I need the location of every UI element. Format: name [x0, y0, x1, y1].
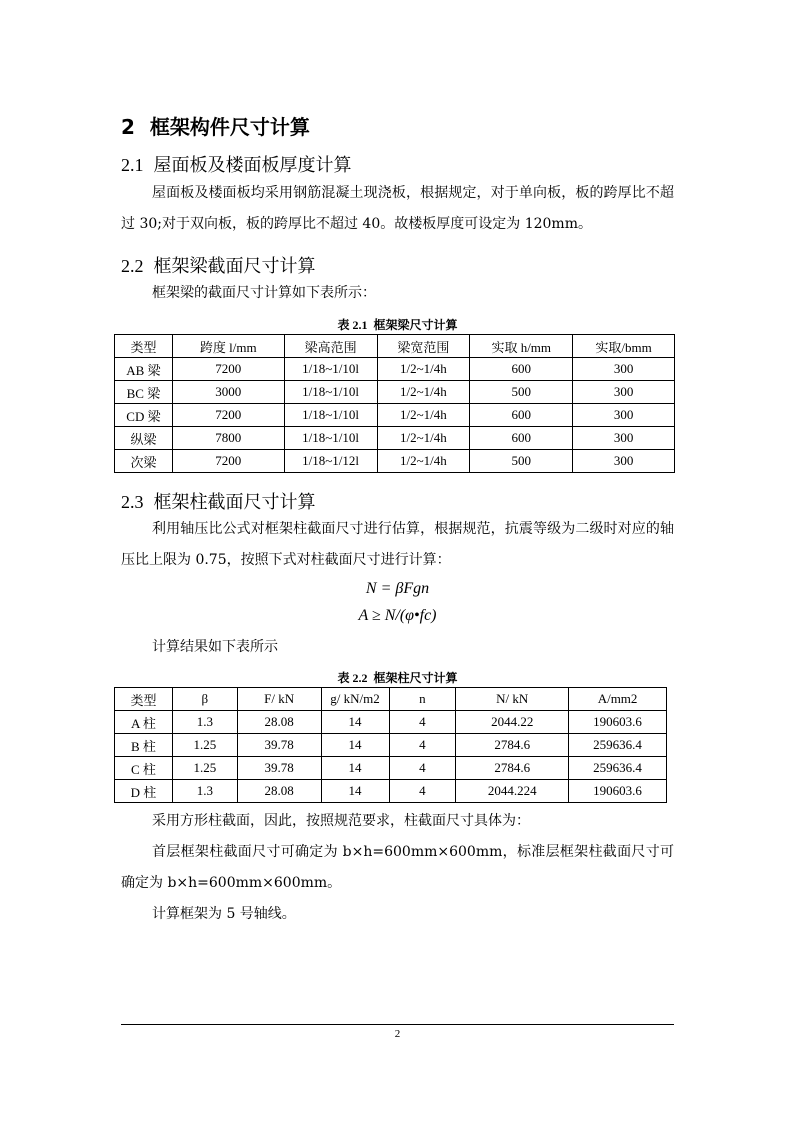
- table-header-row: [115, 335, 675, 358]
- table-cell: 28.08: [237, 711, 321, 734]
- table-header-cell: 实取 h/mm: [470, 335, 573, 358]
- table-cell: 1/2~1/4h: [377, 450, 470, 473]
- table-cell: 2044.224: [456, 780, 569, 803]
- table-cell: 3000: [172, 381, 284, 404]
- table-cell: 1/2~1/4h: [377, 427, 470, 450]
- table-row: [115, 427, 675, 450]
- page-number: 2: [394, 1028, 401, 1040]
- table-header-cell: 类型: [115, 688, 173, 711]
- table-row: [115, 381, 675, 404]
- table-cell: 7200: [172, 358, 284, 381]
- table-caption-number: 表 2.2: [337, 671, 368, 685]
- table-cell: 300: [573, 427, 675, 450]
- section-number: 2.2: [121, 256, 144, 276]
- formula-axial-force: [121, 580, 674, 598]
- table-cell: 1/18~1/10l: [284, 358, 377, 381]
- table-cell: 1/18~1/10l: [284, 427, 377, 450]
- table-row: [115, 757, 667, 780]
- table-header-cell: 跨度 l/mm: [172, 335, 284, 358]
- table-cell: D 柱: [115, 780, 173, 803]
- table-cell: 7200: [172, 450, 284, 473]
- table-cell: 300: [573, 358, 675, 381]
- table-cell: 300: [573, 381, 675, 404]
- table-row: [115, 450, 675, 473]
- table-caption-number: 表 2.1: [337, 318, 368, 332]
- table-cell: 600: [470, 358, 573, 381]
- table-caption-text: 框架柱尺寸计算: [373, 671, 458, 685]
- section-title: 屋面板及楼面板厚度计算: [153, 155, 352, 176]
- table-cell: 28.08: [237, 780, 321, 803]
- table-cell: 300: [573, 404, 675, 427]
- table-cell: 1.3: [172, 711, 237, 734]
- chapter-number: 2: [121, 115, 135, 139]
- table-cell: 4: [389, 711, 456, 734]
- table-cell: A 柱: [115, 711, 173, 734]
- table-caption-column: [121, 669, 674, 686]
- table-caption-beam: [121, 316, 674, 333]
- table-cell: 600: [470, 404, 573, 427]
- table-cell: 1.25: [172, 734, 237, 757]
- section-title: 框架梁截面尺寸计算: [153, 256, 316, 277]
- table-cell: 7800: [172, 427, 284, 450]
- paragraph-square-section: 采用方形柱截面，因此，按照规范要求，柱截面尺寸具体为：: [152, 813, 530, 829]
- table-cell: 1/18~1/12l: [284, 450, 377, 473]
- formula-text: A ≥ N/(φ•fc): [358, 607, 437, 624]
- paragraph-beam-intro: 框架梁的截面尺寸计算如下表所示：: [152, 285, 376, 301]
- table-row: [115, 780, 667, 803]
- table-header-cell: F/ kN: [237, 688, 321, 711]
- table-caption-text: 框架梁尺寸计算: [373, 318, 458, 332]
- section-heading-2-3: [121, 488, 316, 514]
- table-row: [115, 358, 675, 381]
- table-cell: 39.78: [237, 757, 321, 780]
- formula-text: N = βFgn: [365, 580, 430, 597]
- table-cell: AB 梁: [115, 358, 173, 381]
- table-cell: 7200: [172, 404, 284, 427]
- table-cell: 500: [470, 381, 573, 404]
- section-number: 2.3: [121, 492, 144, 512]
- table-header-row: [115, 688, 667, 711]
- formula-section-area: [121, 607, 674, 625]
- table-cell: 190603.6: [569, 711, 667, 734]
- table-cell: 600: [470, 427, 573, 450]
- table-cell: 1/18~1/10l: [284, 404, 377, 427]
- table-header-cell: 梁高范围: [284, 335, 377, 358]
- table-cell: 4: [389, 780, 456, 803]
- table-cell: 4: [389, 734, 456, 757]
- table-header-cell: N/ kN: [456, 688, 569, 711]
- beam-size-table: [114, 334, 675, 473]
- paragraph-frame-axis: 计算框架为 5 号轴线。: [152, 906, 296, 922]
- table-row: [115, 734, 667, 757]
- table-cell: 500: [470, 450, 573, 473]
- section-number: 2.1: [121, 155, 144, 175]
- table-cell: 1/2~1/4h: [377, 381, 470, 404]
- table-header-cell: 实取/bmm: [573, 335, 675, 358]
- table-header-cell: n: [389, 688, 456, 711]
- table-cell: CD 梁: [115, 404, 173, 427]
- section-title: 框架柱截面尺寸计算: [153, 492, 316, 513]
- table-header-cell: A/mm2: [569, 688, 667, 711]
- table-cell: BC 梁: [115, 381, 173, 404]
- table-cell: 4: [389, 757, 456, 780]
- paragraph-slab-thickness: 屋面板及楼面板均采用钢筋混凝土现浇板，根据规定，对于单向板，板的跨厚比不超过 30;对于双向板，板的跨厚比不超过 40。故楼板厚度可设定为 120mm。: [121, 185, 674, 232]
- table-header-cell: 梁宽范围: [377, 335, 470, 358]
- chapter-heading: [121, 111, 310, 140]
- table-cell: 259636.4: [569, 757, 667, 780]
- table-cell: 次梁: [115, 450, 173, 473]
- table-cell: 2784.6: [456, 734, 569, 757]
- table-cell: 2784.6: [456, 757, 569, 780]
- table-cell: 14: [321, 780, 389, 803]
- table-cell: 1/2~1/4h: [377, 358, 470, 381]
- table-cell: 1.25: [172, 757, 237, 780]
- table-header-cell: 类型: [115, 335, 173, 358]
- table-cell: 14: [321, 734, 389, 757]
- section-heading-2-1: [121, 151, 352, 177]
- chapter-title: 框架构件尺寸计算: [149, 115, 310, 139]
- table-cell: 1/18~1/10l: [284, 381, 377, 404]
- table-cell: 纵梁: [115, 427, 173, 450]
- column-size-table: [114, 687, 667, 803]
- table-cell: C 柱: [115, 757, 173, 780]
- table-cell: 1.3: [172, 780, 237, 803]
- footer-rule: [121, 1024, 674, 1025]
- table-cell: 300: [573, 450, 675, 473]
- paragraph-column-method: 利用轴压比公式对框架柱截面尺寸进行估算，根据规范，抗震等级为二级时对应的轴压比上限为 0.75，按照下式对柱截面尺寸进行计算：: [121, 521, 674, 568]
- table-header-cell: g/ kN/m2: [321, 688, 389, 711]
- section-heading-2-2: [121, 252, 316, 278]
- table-cell: 14: [321, 711, 389, 734]
- table-cell: B 柱: [115, 734, 173, 757]
- table-row: [115, 404, 675, 427]
- paragraph-result-intro: 计算结果如下表所示: [152, 639, 278, 655]
- table-cell: 14: [321, 757, 389, 780]
- table-cell: 259636.4: [569, 734, 667, 757]
- table-row: [115, 711, 667, 734]
- table-cell: 190603.6: [569, 780, 667, 803]
- table-header-cell: β: [172, 688, 237, 711]
- table-cell: 2044.22: [456, 711, 569, 734]
- table-cell: 39.78: [237, 734, 321, 757]
- table-cell: 1/2~1/4h: [377, 404, 470, 427]
- paragraph-column-size: 首层框架柱截面尺寸可确定为 b×h=600mm×600mm，标准层框架柱截面尺寸可确定为 b×h=600mm×600mm。: [121, 844, 674, 891]
